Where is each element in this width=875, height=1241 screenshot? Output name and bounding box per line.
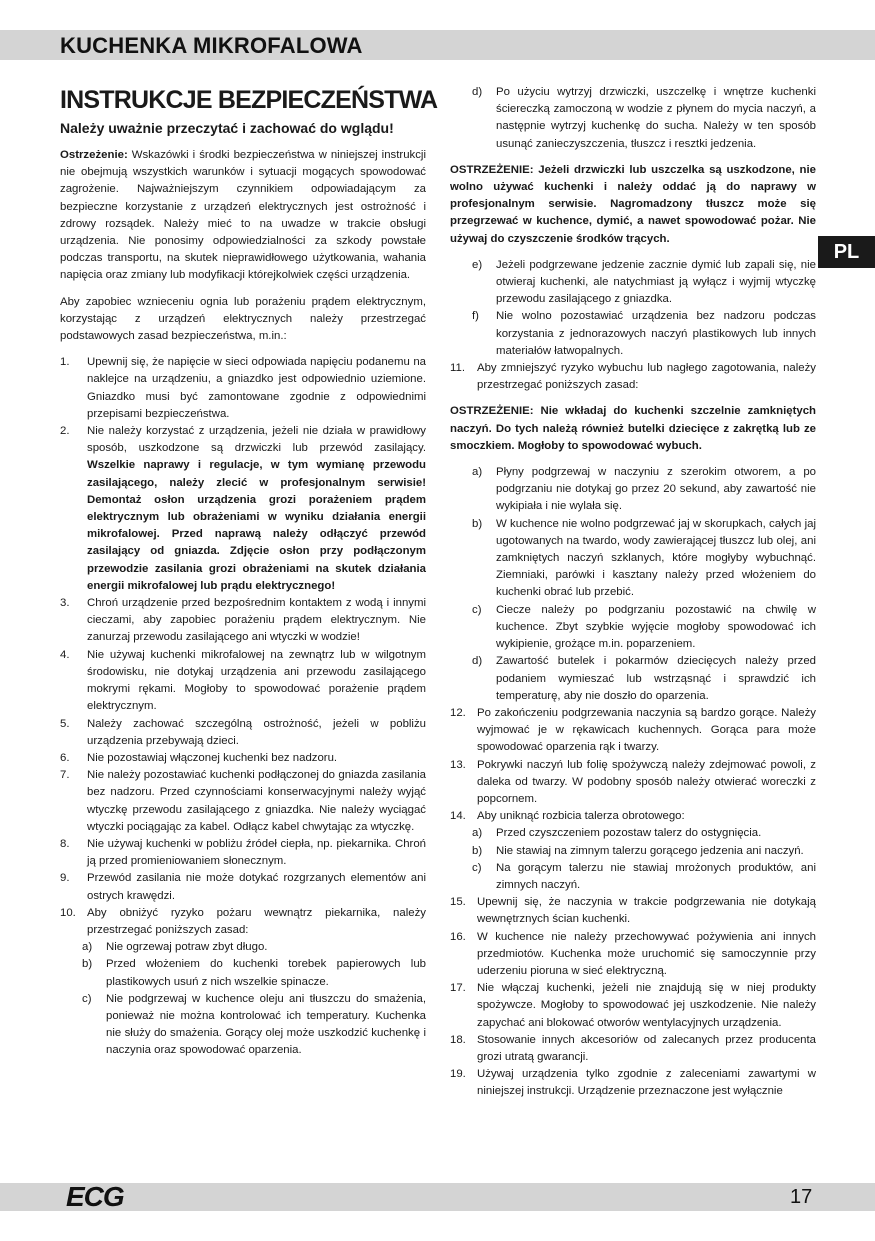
list-item: 15. Upewnij się, że naczynia w trakcie podgrzewania nie dotykają wewnętrznych ścian kuchenki.	[450, 896, 816, 926]
list-item: 13. Pokrywki naczyń lub folię spożywczą należy zdejmować powoli, z daleka od twarzy. W podobny sposób należy otwierać woreczki z popcornem.	[450, 758, 816, 805]
sub-list-item: a) Przed czyszczeniem pozostaw talerz do ostygnięcia.	[472, 827, 762, 840]
safety-list-right-bottom	[450, 464, 816, 1101]
subtitle: Należy uważnie przeczytać i zachować do wglądu!	[60, 120, 394, 136]
sub-list-item: a) Nie ogrzewaj potraw zbyt długo.	[82, 941, 268, 954]
page-title: INSTRUKCJE BEZPIECZEŃSTWA	[60, 86, 438, 114]
sub-list-item: b) Nie stawiaj na zimnym talerzu gorącego jedzenia ani naczyń.	[472, 844, 804, 857]
left-column	[60, 84, 438, 1060]
safety-list-left	[60, 354, 426, 1059]
sub-list-item: b) W kuchence nie wolno podgrzewać jaj w skorupkach, całych jaj ugotowanych na twardo, wody zawierającej tłuszcz lub olej, ani zamkniętych naczyń szklanych, które mogłyby wybuchnąć. Ziemniaki, parówki i kasztany należy przed włożeniem do kuchenki obrać lub przebić.	[472, 517, 816, 599]
list-item: 5. Należy zachować szczególną ostrożność, jeżeli w pobliżu urządzenia przebywają dzieci.	[60, 717, 426, 747]
sub-list-item: c) Na gorącym talerzu nie stawiaj mrożonych produktów, ani zimnych naczyń.	[472, 861, 816, 891]
page-number: 17	[790, 1186, 813, 1208]
intro-paragraph: Aby zapobiec wznieceniu ognia lub porażeniu prądem elektrycznym, korzystając z urządzeń elektrycznych należy przestrzegać podstawowych zasad bezpieczeństwa, m.in.:	[60, 295, 426, 343]
list-item: 14. Aby uniknąć rozbicia talerza obrotowego:	[450, 810, 685, 823]
sub-list-item: d) Zawartość butelek i pokarmów dziecięcych należy przed podaniem wymieszać lub wstrząsnąć i sprawdzić ich temperaturę, aby nie doszło do oparzenia.	[472, 655, 816, 702]
warning-text: Wskazówki i środki bezpieczeństwa w niniejszej instrukcji nie obejmują wszystkich warunków i sytuacji mogących spowodować zagrożenie. Najważniejszym czynnikiem odpowiadającym za bezpieczne korzystanie z urządzeń elektrycznych jest ostrożność i zdrowy rozsądek. Należy mieć to na uwadze w trakcie obsługi urządzenia. Nie ponosimy odpowiedzialności za szkody powstałe podczas transportu, na skutek nieprawidłowego użytkowania, wahania napięcia oraz zmiany lub modyfikacji którejkolwiek części urządzenia.	[60, 149, 426, 282]
list-item: 16. W kuchence nie należy przechowywać pożywienia ani innych przedmiotów. Kuchenka może uruchomić się samoczynnie przy uderzeniu pioruna w sieć elektryczną.	[450, 930, 816, 977]
header-title: KUCHENKA MIKROFALOWA	[60, 33, 363, 58]
sub-list-item: c) Nie podgrzewaj w kuchence oleju ani tłuszczu do smażenia, ponieważ nie można kontrolować ich temperatury. Kuchenka nie służy do smażenia. Gorący olej może uszkodzić kuchenkę i naczynia oraz spowodować oparzenia.	[82, 992, 426, 1057]
warning-sealed-containers: OSTRZEŻENIE: Nie wkładaj do kuchenki szczelnie zamkniętych naczyń. Do tych należą również butelki dziecięce z zakrętką lub ze smoczkiem. Mogłoby to spowodować wybuch.	[450, 405, 816, 452]
list-item: 8. Nie używaj kuchenki w pobliżu źródeł ciepła, np. piekarnika. Chroń ją przed promieniowaniem słonecznym.	[60, 837, 426, 868]
warning-damaged-door: OSTRZEŻENIE: Jeżeli drzwiczki lub uszczelka są uszkodzone, nie wolno używać kuchenki i należy oddać ją do naprawy w profesjonalnym serwisie. Nagromadzony tłuszcz może się przegrzewać w kuchence, dymić, a nawet spowodować pożar. Nie używaj do czyszczenie środków trących.	[450, 163, 816, 245]
list-item: 18. Stosowanie innych akcesoriów od zalecanych przez producenta grozi utratą gwarancji.	[450, 1033, 816, 1063]
sub-list-item: b) Przed włożeniem do kuchenki torebek papierowych lub plastikowych usuń z nich wszelkie spinacze.	[82, 958, 426, 988]
sub-list-item: e) Jeżeli podgrzewane jedzenie zacznie dymić lub zapali się, nie otwieraj kuchenki, ale natychmiast ją wyłącz i wyjmij wtyczkę przewodu zasilającego z gniazdka.	[472, 258, 816, 306]
language-tab: PL	[818, 236, 875, 268]
ecg-logo: ECG	[66, 1181, 124, 1212]
footer-bar	[0, 1183, 875, 1211]
list-item: 9. Przewód zasilania nie może dotykać rozgrzanych elementów ani ostrych krawędzi.	[60, 872, 426, 902]
list-item: 7. Nie należy pozostawiać kuchenki podłączonej do gniazda zasilania bez nadzoru. Przed czynnościami konserwacyjnymi należy wyjąć wtyczkę przewodu zasilającego z gniazdka. Nie należy wyciągać wtyczki pociągając za kabel. Odłącz kabel chwytając za wtyczkę.	[60, 769, 426, 833]
right-column	[450, 84, 816, 1101]
list-item: 4. Nie używaj kuchenki mikrofalowej na zewnątrz lub w wilgotnym środowisku, nie dotykaj urządzenia ani przewodu zasilającego mokrymi rękami. Mogłoby to spowodować porażenie prądem elektrycznym.	[60, 648, 426, 713]
list-item: 19. Używaj urządzenia tylko zgodnie z zaleceniami zawartymi w niniejszej instrukcji. Urządzenie przeznaczone jest wyłącznie	[450, 1068, 816, 1098]
sub-list-item: d) Po użyciu wytrzyj drzwiczki, uszczelkę i wnętrze kuchenki ściereczką zamoczoną w wodzie z płynem do mycia naczyń, a następnie wytrzyj kuchenkę do sucha. Należy w ten sposób usunąć zanieczyszczenia, tłuszcz i resztki jedzenia.	[472, 86, 816, 150]
sub-list-item: f) Nie wolno pozostawiać urządzenia bez nadzoru podczas korzystania z jednorazowych naczyń plastikowych lub innych materiałów łatwopalnych.	[472, 310, 816, 357]
sub-list-item: c) Ciecze należy po podgrzaniu pozostawić na chwilę w kuchence. Zbyt szybkie wyjęcie mogłoby spowodować ich wykipienie, grożące m.in. poparzeniem.	[472, 603, 816, 651]
warning-paragraph	[60, 147, 426, 285]
sub-list-item: a) Płyny podgrzewaj w naczyniu z szerokim otworem, a po podgrzaniu nie dotykaj go przez 20 sekund, aby zawartość nie wykipiała i nie wylała się.	[472, 466, 816, 513]
list-item: 6. Nie pozostawiaj włączonej kuchenki bez nadzoru.	[60, 751, 338, 764]
list-item: 2. Nie należy korzystać z urządzenia, jeżeli nie działa w prawidłowy sposób, uszkodzone są drzwiczki lub przewód zasilający. Wszelkie naprawy i regulacje, w tym wymianę przewodu zasilającego, należy zlecić w profesjonalnym serwisie! Demontaż osłon urządzenia grozi porażeniem prądem elektrycznym lub obrażeniami w wyniku działania energii mikrofalowej. Przed naprawą należy odłączyć przewód zasilający od gniazda. Zdjęcie osłon przy podłączonym przewodzie zasilania grozi obrażeniami na skutek działania energii mikrofalowej lub prądu elektrycznego!	[60, 425, 426, 592]
list-item: 3. Chroń urządzenie przed bezpośrednim kontaktem z wodą i innymi cieczami, aby zapobiec porażeniu prądem elektrycznym. Nie zanurzaj przewodu zasilającego ani wtyczki w wodzie!	[60, 597, 426, 644]
safety-list-right-mid	[450, 257, 816, 395]
warning-label: Ostrzeżenie:	[60, 149, 128, 161]
list-item: 17. Nie włączaj kuchenki, jeżeli nie znajdują się w niej produkty spożywcze. Mogłoby to spowodować jej uszkodzenie. Nie należy zapychać ani blokować otworów wentylacyjnych urządzenia.	[450, 982, 816, 1029]
list-item: 1. Upewnij się, że napięcie w sieci odpowiada napięciu podanemu na naklejce na urządzeniu, a gniazdko jest odpowiednio uziemione. Gniazdko musi być zamontowane zgodnie z odpowiednimi przepisami bezpieczeństwa.	[60, 356, 426, 420]
safety-list-right-top	[450, 84, 816, 153]
list-item: 11. Aby zmniejszyć ryzyko wybuchu lub nagłego zagotowania, należy przestrzegać poniższych zasad:	[450, 362, 816, 392]
list-item: 10. Aby obniżyć ryzyko pożaru wewnątrz piekarnika, należy przestrzegać poniższych zasad:	[60, 906, 426, 936]
list-item: 12. Po zakończeniu podgrzewania naczynia są bardzo gorące. Należy wyjmować je w rękawicach kuchennych. Gorąca para może spowodować oparzenia rąk i twarzy.	[450, 706, 816, 754]
